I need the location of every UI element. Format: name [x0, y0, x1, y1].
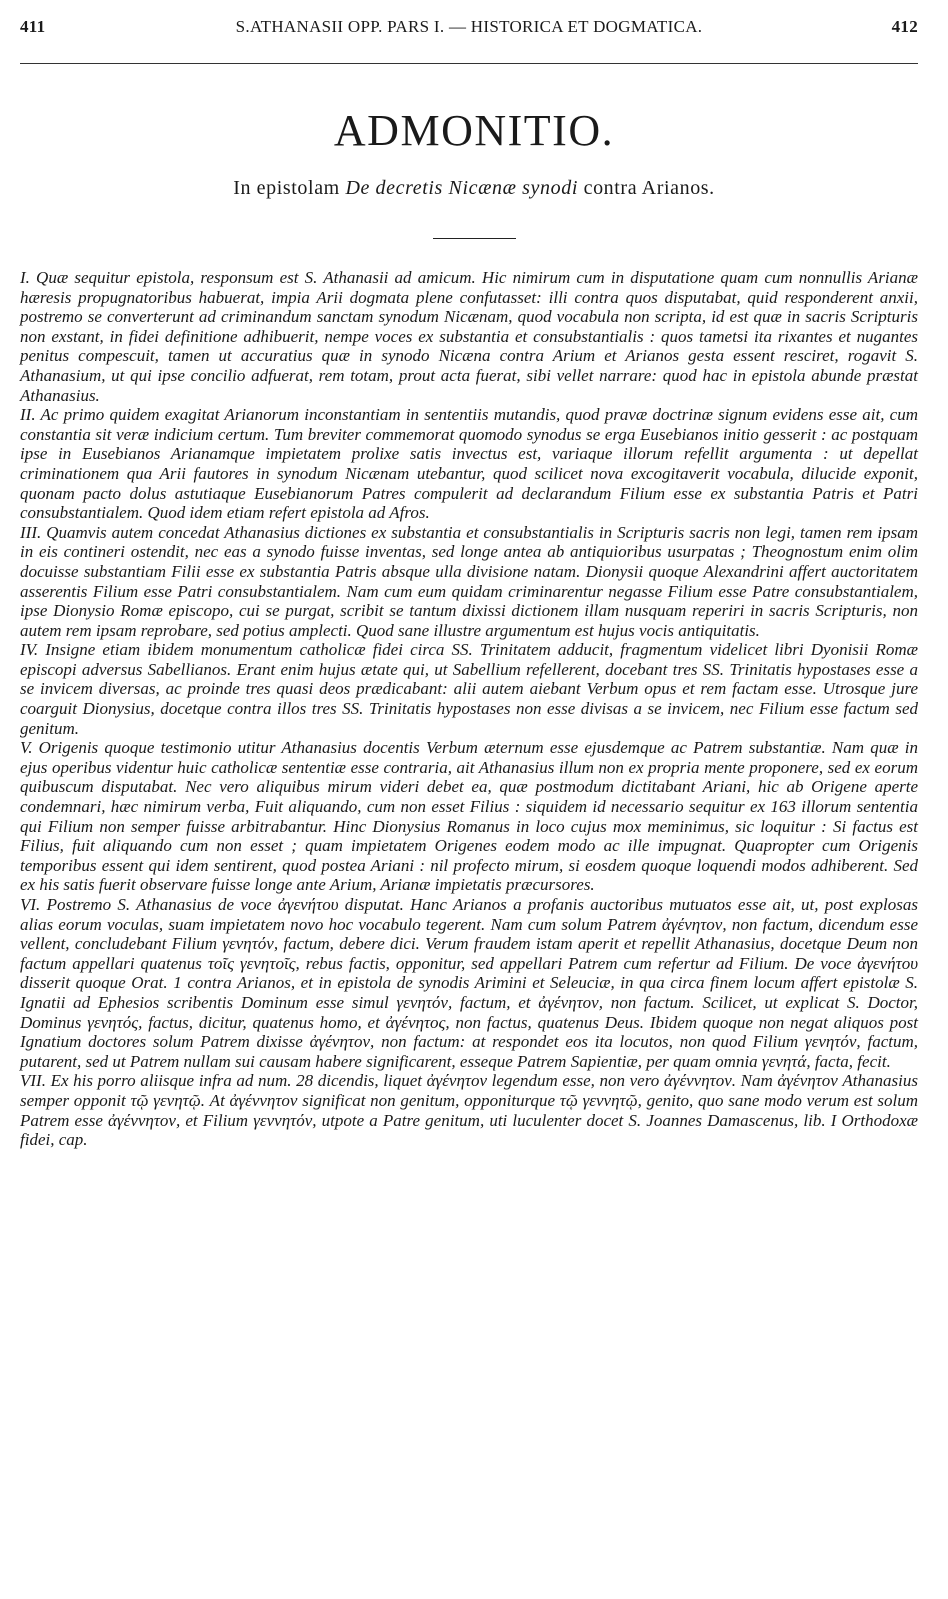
subtitle-suffix: contra Arianos.	[578, 177, 715, 199]
running-title: S.ATHANASII OPP. PARS I. — HISTORICA ET DOGMATICA.	[235, 17, 703, 36]
paragraph-4	[20, 640, 918, 738]
subtitle-italic-work-title: De decretis Nicænæ synodi	[345, 177, 578, 199]
title-separator-rule	[433, 238, 516, 239]
paragraph-2	[20, 405, 918, 523]
paragraph-text: III. Quamvis autem concedat Athanasius dictiones ex substantia et consubstantialis in Scripturis sacris non legi, tamen rem ipsam in eis contineri ostendit, nec eas a synodo fuisse inventas, sed longe antea ab antiquioribus usurpatas ; Theognostum enim olim docuisse substantiam Filii esse ex substantia Patris absque ulla divisione natam. Dionysii quoque Alexandrini affert auctoritatem asserentis Filium esse Patri consubstantialem. Nam cum eum quidam criminarentur negasse Filium esse Patre consubstantialem, ipse Dionysio Romæ episcopo, cui se purgat, scribit se tantum dixissi dictionem illam nusquam reperiri in sacris Scripturis, non autem rem ipsam reprobare, sed potius amplecti. Quod sane illustre argumentum est hujus vocis antiquitatis.	[20, 522, 918, 640]
paragraph-6	[20, 895, 918, 1071]
page-number-left: 411	[20, 17, 46, 36]
header-rule	[20, 63, 918, 64]
paragraph-5	[20, 738, 918, 895]
section-title: ADMONITIO.	[333, 106, 615, 155]
paragraph-text: VII. Ex his porro aliisque infra ad num. 28 dicendis, liquet ἀγένητον legendum esse, non vero ἀγέννητον. Nam ἀγένητον Athanasius semper opponit τῷ γενητῷ. At ἀγέννητον significat non genitum, opponiturque τῷ γεννητῷ, genito, quo sane modo verum est solum Patrem esse ἀγέννητον, et Filium γεννητόν, utpote a Patre genitum, uti luculenter docet S. Joannes Damascenus, lib. I Orthodoxæ fidei, cap.	[20, 1071, 918, 1150]
body-text	[20, 268, 918, 1586]
section-subtitle	[0, 177, 948, 200]
paragraph-text: V. Origenis quoque testimonio utitur Athanasius docentis Verbum æternum esse ejusdemque ac Patrem substantiæ. Nam quæ in ejus operibus videntur huic catholicæ sententiæ esse contraria, ait Athanasius illum non ex propria mente proponere, sed ex eorum quibuscum disputabat. Nec vero aliquibus mirum videri debet ea, quæ postmodum dictitabant Ariani, hic ab Origene aperte condemnari, hæc nimirum verba, Fuit aliquando, cum non esset Filius : siquidem id necessario sequitur ex 163 illorum sententia qui Filium non semper fuisse arbitrabantur. Hinc Dionysius Romanus in loco cujus mox meminimus, sic loquitur : Si factus est Filius, fuit aliquando cum non esset ; quam impietatem Origenes eodem modo ac ille impugnat. Quapropter cum Origenis temporibus essent qui idem sentirent, quod postea Ariani : nil profecto mirum, si eosdem quoque loquendi modos adhiberent. Sed ex his satis fuerit observare fuisse longe ante Arium, Arianæ impietatis præcursores.	[20, 738, 918, 895]
paragraph-3	[20, 523, 918, 641]
paragraph-text: VI. Postremo S. Athanasius de voce ἀγενήτου disputat. Hanc Arianos a profanis auctoribus mutuatos esse ait, ut, post explosas alias eorum voculas, suam impietatem novo hoc vocabulo tegerent. Nam cum solum Patrem ἀγένητον, non factum, dicendum esse vellent, concludebant Filium γενητόν, factum, debere dici. Verum fraudem istam aperit et repellit Athanasius, docetque Deum non factum appellari quatenus τοῖς γενητοῖς, rebus factis, opponitur, sed appellari Patrem cum refertur ad Filium. De voce ἀγενήτου disserit quoque Orat. 1 contra Arianos, et in epistola de synodis Arimini et Seleuciæ, in qua circa finem locum affert epistolæ S. Ignatii ad Ephesios scribentis Dominum esse simul γενητόν, factum, et ἀγένητον, non factum. Scilicet, ut explicat S. Doctor, Dominus γενητός, factus, dicitur, quatenus homo, et ἀγένητος, non factus, quatenus Deus. Ibidem quoque non negat aliquos post Ignatium doctores solum Patrem dixisse ἀγένητον, non factum: at respondet eos ita locutos, non quod Filium γενητόν, factum, putarent, sed ut Patrem nullam sui causam habere significarent, esseque Patrem Sapientiæ, per quam omnia γενητά, facta, fecit.	[20, 895, 918, 1071]
subtitle-prefix: In epistolam	[233, 177, 346, 199]
paragraph-text: I. Quæ sequitur epistola, responsum est S. Athanasii ad amicum. Hic nimirum cum in disputatione quam cum nonnullis Arianæ hæresis propugnatoribus habuerat, impia Arii dogmata plene confutasset: illi contra quos disputabat, quid responderent anxii, postremo se converterunt ad criminandum sanctam synodum Nicænam, quod vocabula non scripta, id est quæ in sacris Scripturis non exstant, in fidei definitione adhibuerit, nempe voces ex substantia et consubstantialis : quos tametsi ita rixantes et nugantes penitus compescuit, tamen ut accuratius quæ in synodo Nicæna contra Arium et Arianos gesta essent resciret, rogavit S. Athanasium, ut qui ipse concilio adfuerat, rem totam, prout acta fuerat, sibi vellet narrare: quod hac in epistola abunde præstat Athanasius.	[20, 268, 918, 405]
paragraph-1	[20, 268, 918, 405]
paragraph-text: II. Ac primo quidem exagitat Arianorum inconstantiam in sententiis mutandis, quod pravæ doctrinæ signum evidens esse ait, cum constantia sit veræ indicium certum. Tum breviter commemorat quomodo synodus se erga Eusebianos initio gesserit : ac postquam ipse in Eusebianos Arianamque impietatem prolixe satis invectus est, variaque illorum refellit argumenta : ut depellat criminationem qua Arii fautores in synodum Nicænam utebantur, quod scilicet nova excogitaverit vocabula, dilucide exponit, quonam pacto dolus astutiaque Eusebianorum Patres compulerit ad declarandum Filium esse ex substantia Patris et Patri consubstantialem. Quod idem etiam refert epistola ad Afros.	[20, 405, 918, 523]
paragraph-7	[20, 1071, 918, 1149]
running-header	[20, 17, 918, 45]
page-number-right: 412	[891, 17, 918, 36]
paragraph-text: IV. Insigne etiam ibidem monumentum catholicæ fidei circa SS. Trinitatem adducit, fragmentum videlicet libri Dyonisii Romæ episcopi adversus Sabellianos. Erant enim hujus ætate qui, ut Sabellium refellerent, docebant tres SS. Trinitatis hypostases esse a se invicem diversas, ac proinde tres quasi deos prædicabant: alii autem aiebant Verbum opus et rem factam esse. Utrosque jure coarguit Dionysius, docetque contra illos tres SS. Trinitatis hypostases non esse divisas a se invicem, nec Filium esse factum sed genitum.	[20, 640, 918, 738]
